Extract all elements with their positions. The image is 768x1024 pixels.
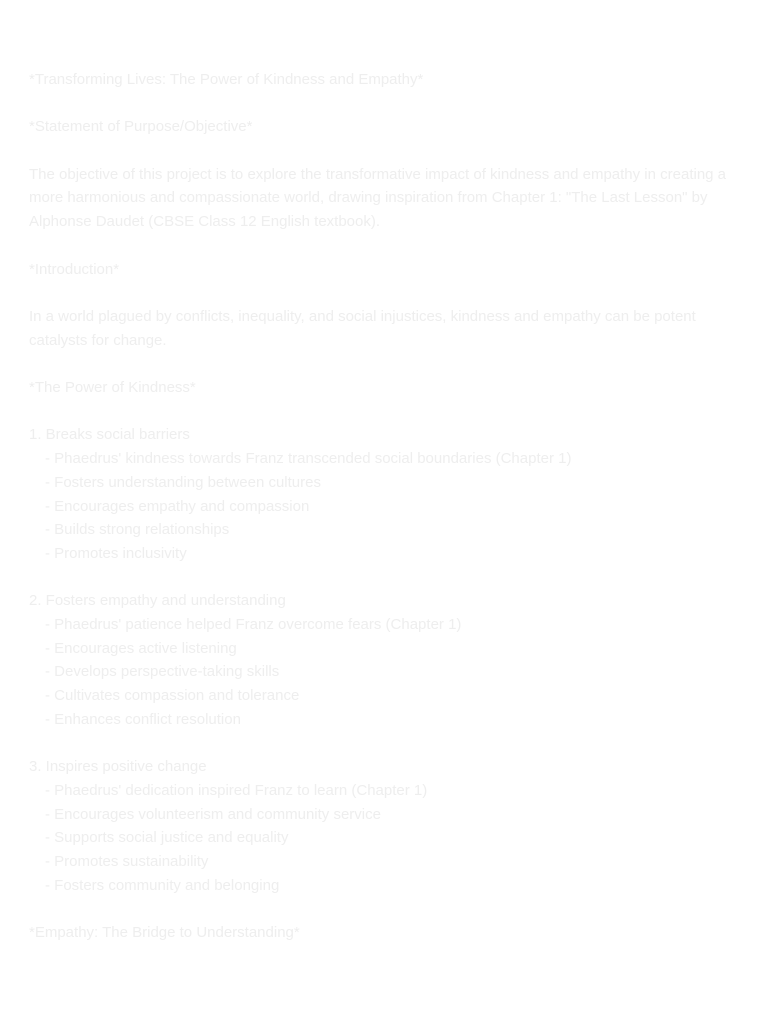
list-item: - Develops perspective-taking skills	[45, 663, 280, 681]
kindness-heading: *The Power of Kindness*	[29, 379, 196, 397]
kindness-section-2	[29, 589, 729, 731]
list-item: - Promotes sustainability	[45, 853, 209, 871]
list-item: - Builds strong relationships	[45, 521, 230, 539]
spacer	[29, 732, 729, 756]
list-item: - Fosters understanding between cultures	[45, 473, 321, 491]
document-title: *Transforming Lives: The Power of Kindness and Empathy*	[29, 71, 424, 88]
list-item: - Enhances conflict resolution	[45, 710, 241, 728]
purpose-heading: *Statement of Purpose/Objective*	[29, 118, 253, 136]
spacer	[29, 566, 729, 590]
spacer	[29, 281, 729, 305]
section-title: 3. Inspires positive change	[29, 758, 207, 776]
list-item: - Encourages empathy and compassion	[45, 497, 310, 515]
spacer	[29, 352, 729, 376]
list-item: - Encourages volunteerism and community service	[45, 805, 381, 823]
introduction-body: In a world plagued by conflicts, inequality, and social injustices, kindness and empathy can be potent catalysts for change.	[29, 307, 700, 349]
kindness-section-1	[29, 423, 729, 565]
list-item: - Phaedrus' dedication inspired Franz to learn (Chapter 1)	[45, 781, 428, 799]
list-item: - Fosters community and belonging	[45, 876, 280, 894]
document-body	[29, 68, 729, 945]
list-item: - Phaedrus' patience helped Franz overcome fears (Chapter 1)	[45, 616, 462, 634]
spacer	[29, 400, 729, 424]
spacer	[29, 92, 729, 116]
list-item: - Cultivates compassion and tolerance	[45, 687, 300, 705]
spacer	[29, 897, 729, 921]
list-item: - Promotes inclusivity	[45, 544, 187, 562]
kindness-section-3	[29, 755, 729, 897]
list-item: - Phaedrus' kindness towards Franz transcended social boundaries (Chapter 1)	[45, 450, 572, 468]
empathy-heading: *Empathy: The Bridge to Understanding*	[29, 924, 300, 942]
purpose-body: The objective of this project is to explore the transformative impact of kindness and empathy in creating a more harmonious and compassionate world, drawing inspiration from Chapter 1: "The Last Lesson" by Alphonse Daudet (CBSE Class 12 English textbook).	[29, 165, 731, 231]
section-title: 2. Fosters empathy and understanding	[29, 592, 286, 610]
introduction-heading: *Introduction*	[29, 260, 120, 278]
list-item: - Supports social justice and equality	[45, 829, 289, 847]
section-title: 1. Breaks social barriers	[29, 426, 190, 444]
spacer	[29, 139, 729, 163]
list-item: - Encourages active listening	[45, 639, 237, 657]
spacer	[29, 234, 729, 258]
